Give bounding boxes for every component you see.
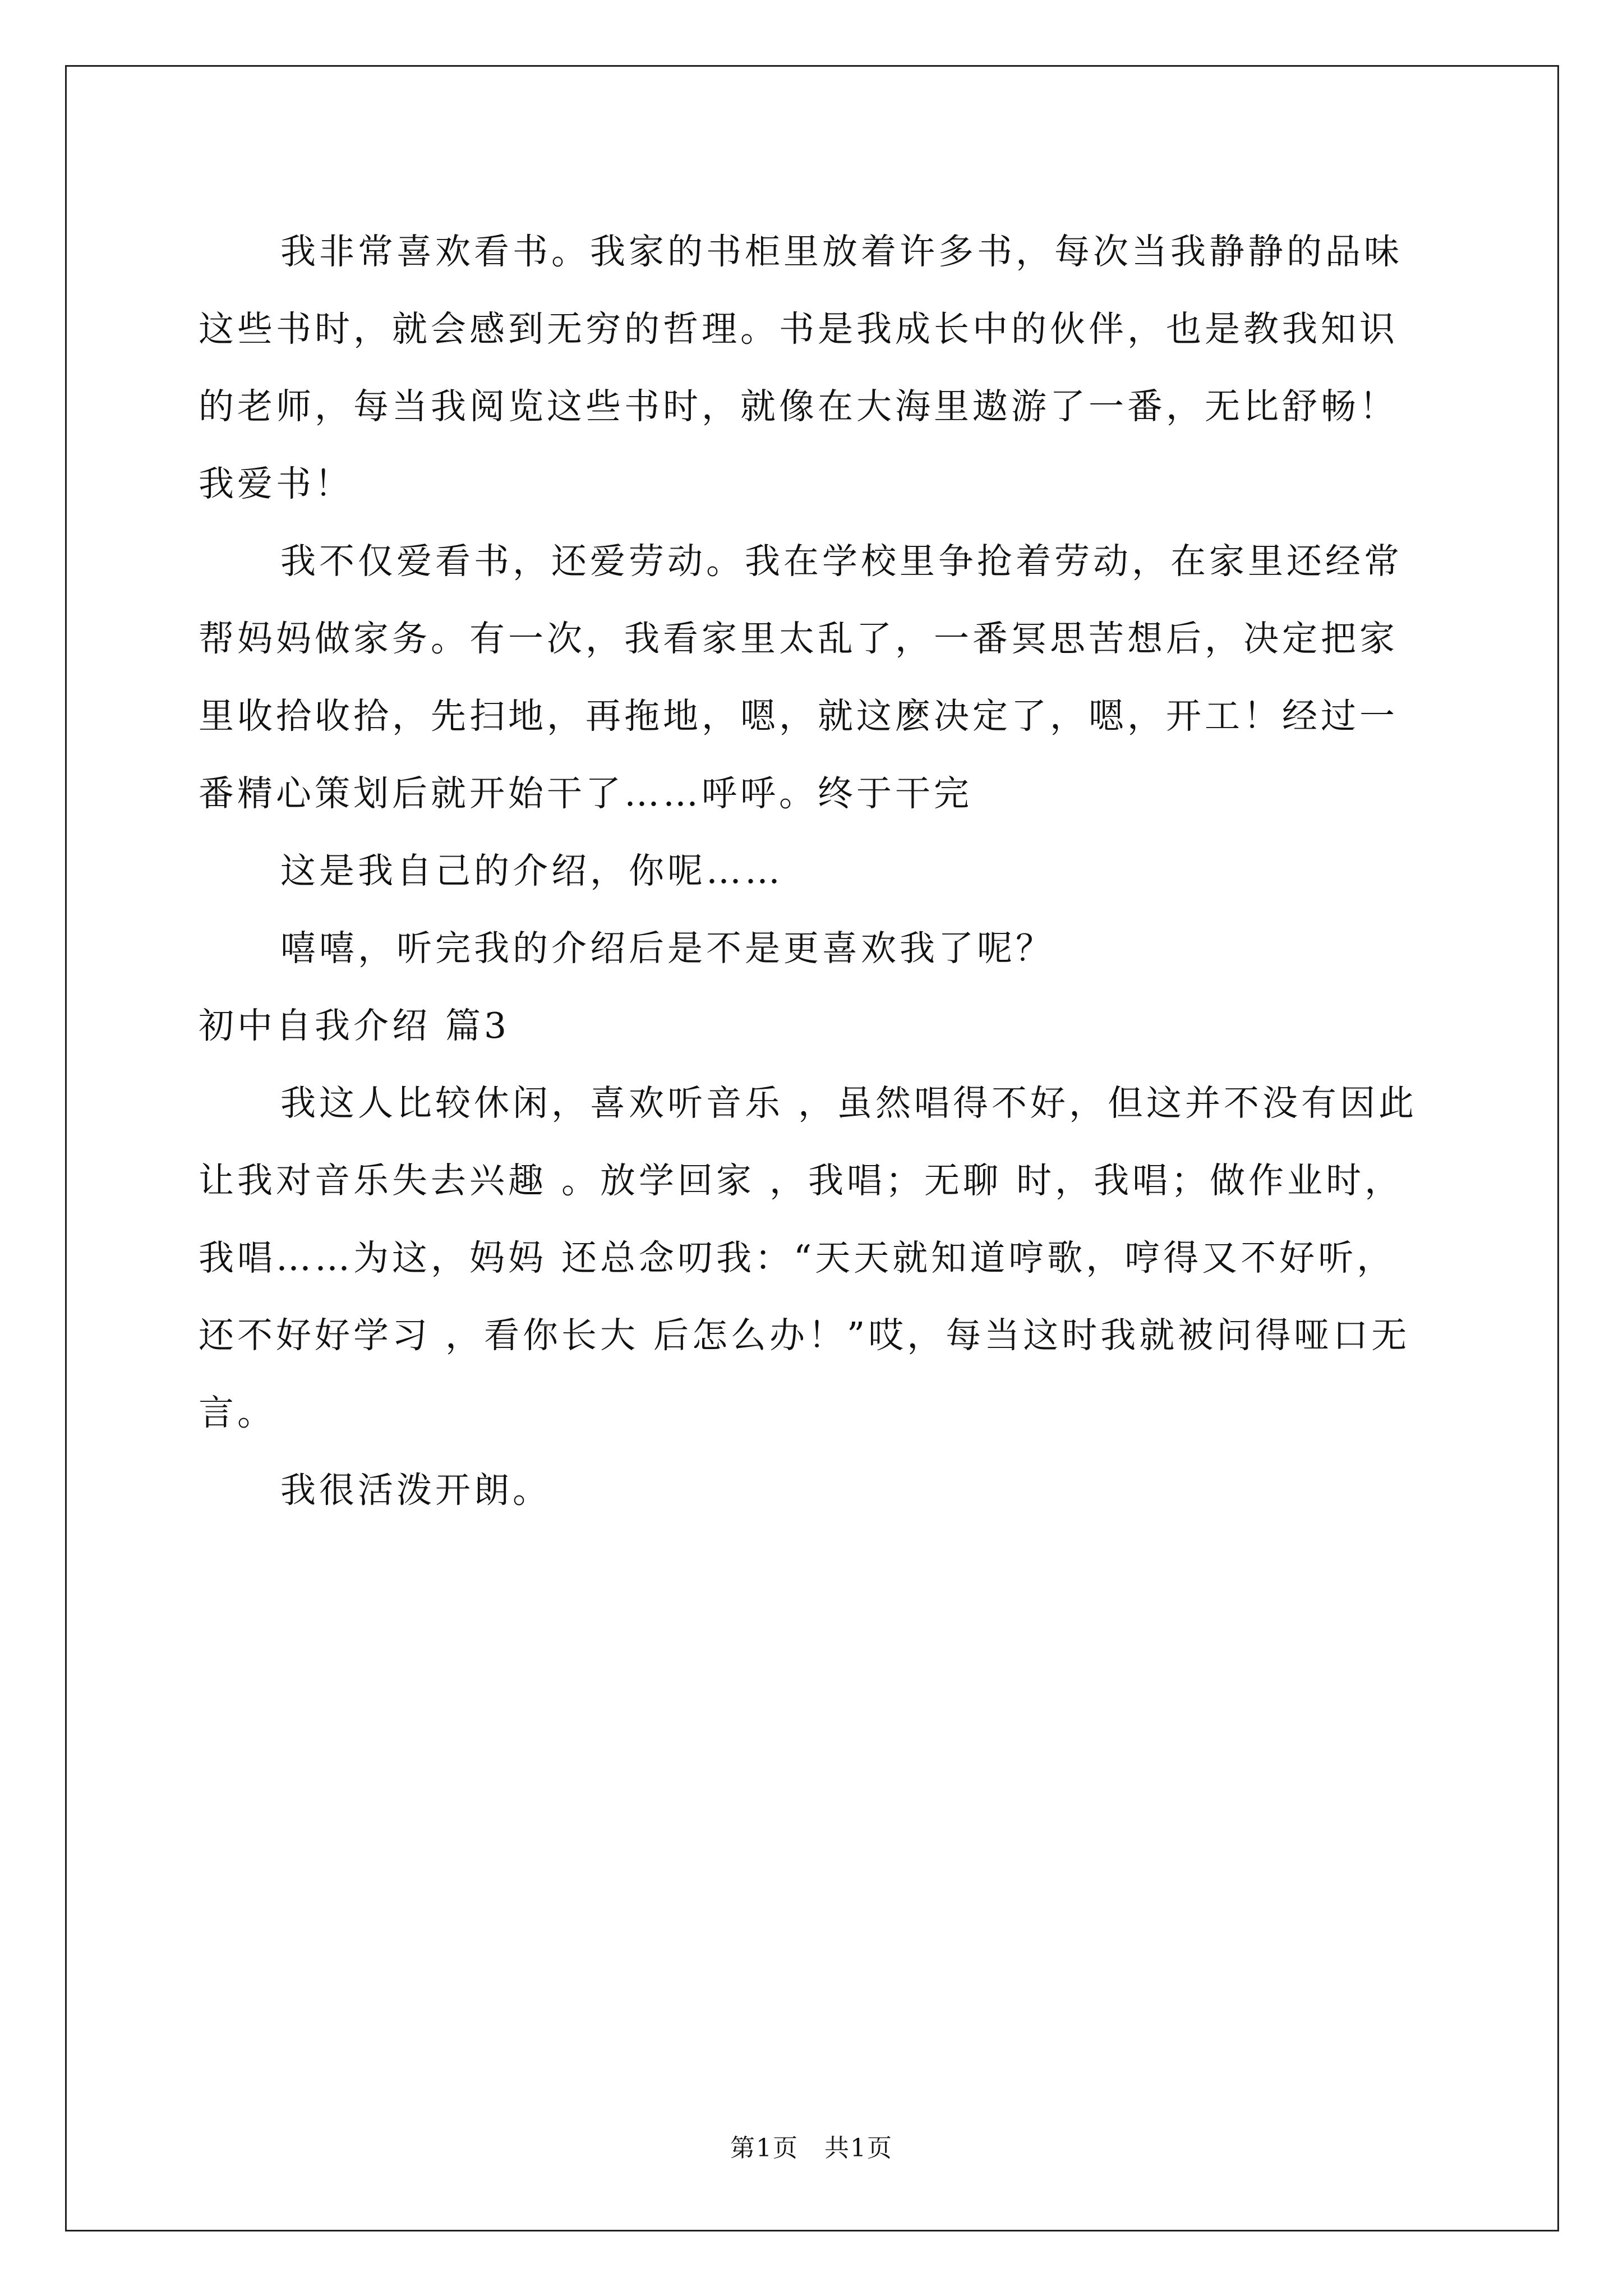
paragraph-music: 我这人比较休闲，喜欢听音乐 ，虽然唱得不好，但这并不没有因此让我对音乐失去兴趣 。放学回家 ，我唱；无聊 时，我唱；做作业时，我唱……为这，妈妈 还总念叨我：“天天就知道哼歌，哼得又不好听，还不好好学习 ，看你长大 后怎么办！”哎，每当这时我就被问得哑口无言。 <box>199 1083 1418 1433</box>
paragraph-reading: 我非常喜欢看书。我家的书柜里放着许多书，每次当我静静的品味这些书时，就会感到无穷的哲理。书是我成长中的伙伴，也是教我知识的老师，每当我阅览这些书时，就像在大海里遨游了一番，无比舒畅！我爱书！ <box>199 231 1403 504</box>
paragraph-personality: 我很活泼开朗。 <box>280 1470 551 1511</box>
paragraph-question: 嘻嘻，听完我的介绍后是不是更喜欢我了呢？ <box>280 928 1054 969</box>
page-footer: 第1页 共1页 <box>730 2134 893 2162</box>
section-heading: 初中自我介绍 篇3 <box>199 1005 510 1046</box>
paragraph-self-intro: 这是我自己的介绍，你呢…… <box>280 850 783 891</box>
paragraph-labor: 我不仅爱看书，还爱劳动。我在学校里争抢着劳动，在家里还经常帮妈妈做家务。有一次，我看家里太乱了，一番冥思苦想后，决定把家里收拾收拾，先扫地，再拖地，嗯，就这麽决定了，嗯，开工！经过一番精心策划后就开始干了……呼呼。终于干完 <box>199 541 1403 814</box>
document-body <box>199 213 1427 1529</box>
